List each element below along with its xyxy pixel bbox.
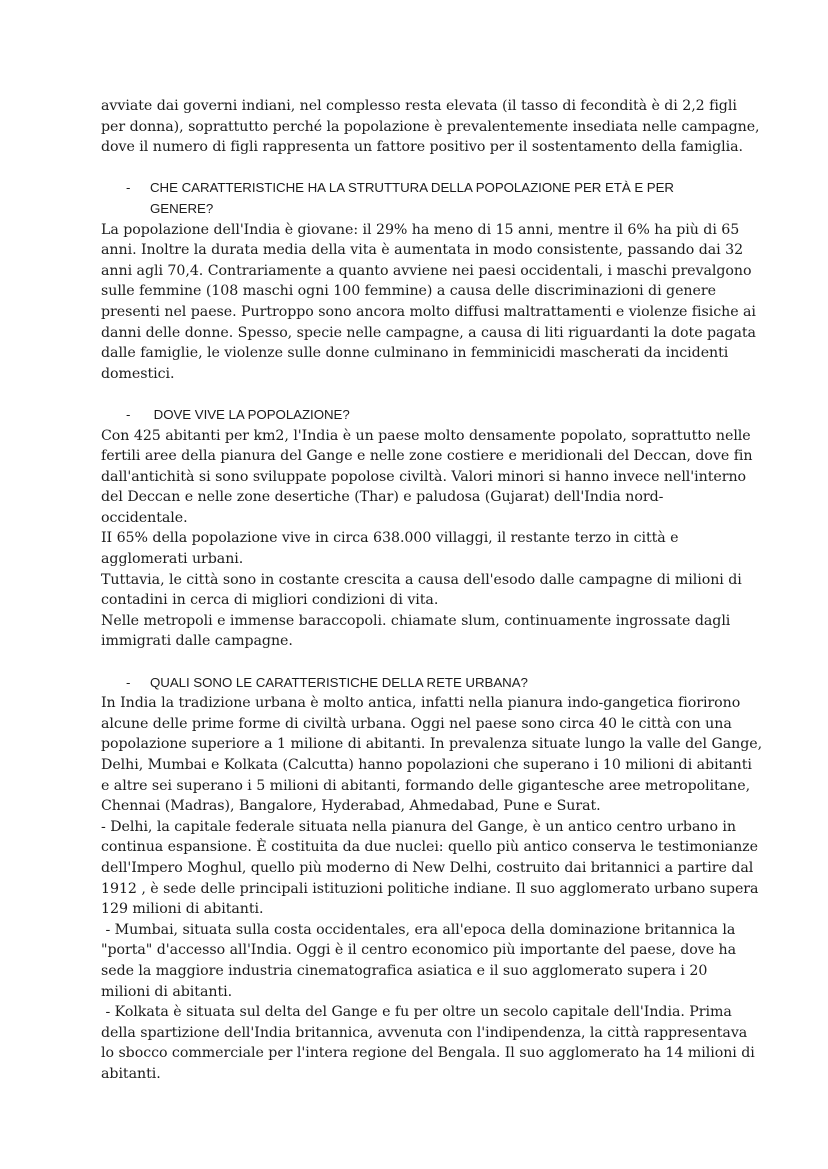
text-line: dall'antichità si sono sviluppate popolose civiltà. Valori minori si hanno invece nell'interno [101,468,747,485]
text-line: agglomerati urbani. [101,551,244,568]
heading-line: - CHE CARATTERISTICHE HA LA STRUTTURA DELLA POPOLAZIONE PER ETÀ E PER [101,178,741,199]
text-line: dell'Impero Moghul, quello più moderno di New Delhi, costruito dai britannici a partire dal [101,859,754,876]
text-line: "porta" d'accesso all'India. Oggi è il centro economico più importante del paese, dove ha [101,942,737,959]
section-age-gender-structure [101,178,756,384]
text-line: 1912 , è sede delle principali istituzioni politiche indiane. Il suo agglomerato urbano supera [101,880,759,897]
text-line: contadini in cerca di migliori condizioni di vita. [101,592,439,609]
text-line: sulle femmine (108 maschi ogni 100 femmine) a causa delle discriminazioni di genere [101,283,716,300]
text-line: La popolazione dell'India è giovane: il 29% ha meno di 15 anni, mentre il 6% ha più di 65 [101,221,740,238]
section-urban-network [101,673,763,1085]
text-line: Con 425 abitanti per km2, l'India è un paese molto densamente popolato, soprattutto nelle [101,427,751,444]
text-line: sede la maggiore industria cinematografica asiatica e il suo agglomerato supera i 20 [101,962,708,979]
text-line: lo sbocco commerciale per l'intera regione del Bengala. Il suo agglomerato ha 14 milioni di [101,1045,755,1062]
section-heading [101,405,741,426]
text-line: del Deccan e nelle zone desertiche (Thar) e paludosa (Gujarat) dell'India nord- [101,489,664,506]
text-line: 129 milioni di abitanti. [101,901,264,918]
intro-paragraph [101,96,760,158]
text-line: fertili aree della pianura del Gange e nelle zone costiere e meridionali del Deccan, dove fin [101,448,753,465]
text-line: della spartizione dell'India britannica, avvenuta con l'indipendenza, la città rappresentava [101,1024,748,1041]
text-line: - Delhi, la capitale federale situata nella pianura del Gange, è un antico centro urbano in [101,818,736,835]
text-line: presenti nel paese. Purtroppo sono ancora molto diffusi maltrattamenti e violenze fisiche ai [101,303,756,320]
text-line: immigrati dalle campagne. [101,633,293,650]
section-heading [101,673,741,694]
text-line: Delhi, Mumbai e Kolkata (Calcutta) hanno popolazioni che superano i 10 milioni di abitanti [101,757,752,773]
text-line: popolazione superiore a 1 milione di abitanti. In prevalenza situate lungo la valle del Gange, [101,736,763,753]
section-heading [101,178,741,219]
text-line: continua espansione. È costituita da due nuclei: quello più antico conserva le testimonianze [101,839,758,856]
section-where-population-lives [101,405,753,652]
text-line: anni. Inoltre la durata media della vita è aumentata in modo consistente, passando dai 32 [101,242,744,259]
text-line: per donna), soprattutto perché la popolazione è prevalentemente insediata nelle campagne, [101,118,760,135]
text-line: avviate dai governi indiani, nel complesso resta elevata (il tasso di fecondità è di 2,2 figli [101,98,737,114]
bullet-dash: - [126,180,131,196]
bullet-dash: - [126,406,131,422]
section-body [101,220,756,385]
heading-line: GENERE? [150,200,214,216]
text-line: anni agli 70,4. Contrariamente a quanto avviene nei paesi occidentali, i maschi prevalgono [101,262,752,279]
text-line: alcune delle prime forme di civiltà urbana. Oggi nel paese sono circa 40 le città con una [101,715,732,732]
document-page [101,96,763,1085]
text-line: milioni di abitanti. [101,983,233,1000]
text-line: domestici. [101,365,175,382]
section-body [101,693,763,1084]
heading-line: - QUALI SONO LE CARATTERISTICHE DELLA RETE URBANA? [101,673,741,694]
text-line: dove il numero di figli rappresenta un fattore positivo per il sostentamento della famiglia. [101,139,743,156]
text-line: danni delle donne. Spesso, specie nelle campagne, a causa di liti riguardanti la dote pagata [101,324,756,341]
text-line: Nelle metropoli e immense baraccopoli. chiamate slum, continuamente ingrossate dagli [101,612,731,629]
text-line: abitanti. [101,1065,161,1082]
text-line: occidentale. [101,509,188,526]
text-line: e altre sei superano i 5 milioni di abitanti, formando delle gigantesche aree metropolitane, [101,777,751,794]
text-line: - Mumbai, situata sulla costa occidentales, era all'epoca della dominazione britannica la [101,921,736,938]
text-line: dalle famiglie, le violenze sulle donne culminano in femminicidi mascherati da incidenti [101,345,729,362]
bullet-dash: - [126,674,131,690]
heading-line: - DOVE VIVE LA POPOLAZIONE? [101,405,741,426]
text-line: In India la tradizione urbana è molto antica, infatti nella pianura indo-gangetica fiorirono [101,695,741,712]
section-body [101,426,753,653]
text-line: - Kolkata è situata sul delta del Gange e fu per oltre un secolo capitale dell'India. Prima [101,1004,732,1021]
text-line: Tuttavia, le città sono in costante crescita a causa dell'esodo dalle campagne di milioni di [101,571,742,588]
text-line: II 65% della popolazione vive in circa 638.000 villaggi, il restante terzo in città e [101,530,679,547]
text-line: Chennai (Madras), Bangalore, Hyderabad, Ahmedabad, Pune e Surat. [101,798,601,815]
